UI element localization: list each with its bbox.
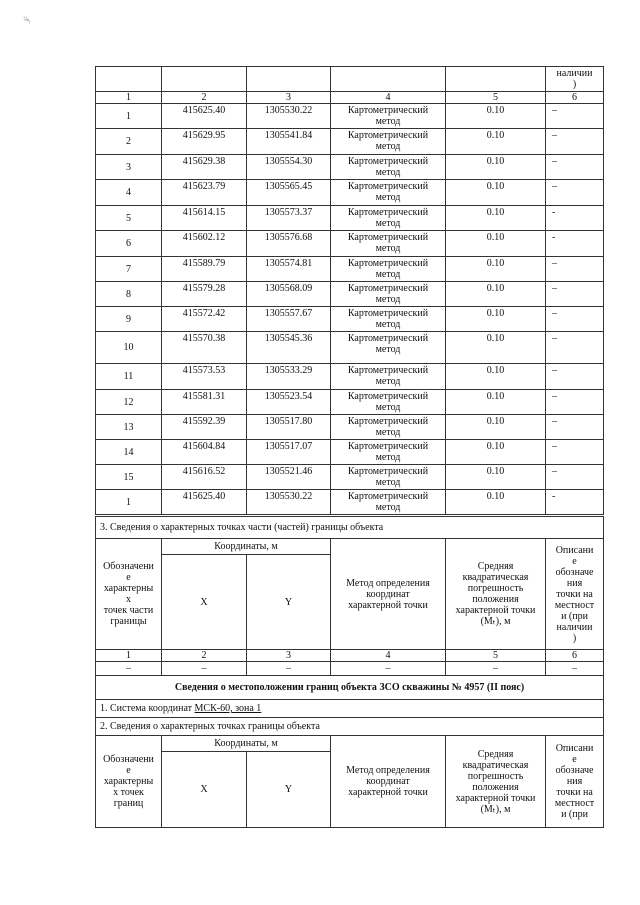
precision-cell: 0.10 [446, 104, 546, 129]
table-row [96, 465, 604, 490]
zso-title-row [96, 676, 604, 700]
header-number: 4 [331, 92, 446, 104]
method-cell: Картометрический метод [331, 282, 446, 307]
header-number: 5 [446, 92, 546, 104]
coord-y: 1305573.37 [247, 206, 331, 231]
method-cell: Картометрический метод [331, 155, 446, 180]
note-cell: – [546, 415, 604, 440]
section3-title: 3. Сведения о характерных точках части (частей) границы объекта [96, 517, 604, 539]
precision-cell: 0.10 [446, 155, 546, 180]
method-cell: Картометрический метод [331, 231, 446, 257]
note-cell: – [546, 440, 604, 465]
table-row [96, 257, 604, 282]
table-row [96, 206, 604, 231]
point-number: 15 [96, 465, 162, 490]
header-number-row [96, 92, 604, 104]
header-number: 5 [446, 650, 546, 662]
header-number: 1 [96, 92, 162, 104]
header-number: 6 [546, 92, 604, 104]
precision-cell: 0.10 [446, 206, 546, 231]
note-cell: – [546, 307, 604, 332]
coord-y: 1305576.68 [247, 231, 331, 257]
table-row [96, 155, 604, 180]
section2-coords-label: Координаты, м [162, 736, 331, 752]
coord-y: 1305517.07 [247, 440, 331, 465]
section3-desc-label: Описани е обозначе ния точки на местност и (при наличии ) [546, 539, 604, 650]
point-number: 11 [96, 364, 162, 390]
section2-y-label: Y [247, 752, 331, 828]
dash-cell: – [247, 662, 331, 676]
precision-cell: 0.10 [446, 307, 546, 332]
coord-x: 415625.40 [162, 490, 247, 515]
note-cell: – [546, 104, 604, 129]
coord-x: 415629.38 [162, 155, 247, 180]
table-row [96, 390, 604, 415]
table-row [96, 490, 604, 515]
section3-col1-label: Обозначени е характерны х точек части границы [96, 539, 162, 650]
coord-x: 415573.53 [162, 364, 247, 390]
coord-y: 1305568.09 [247, 282, 331, 307]
precision-cell: 0.10 [446, 415, 546, 440]
coord-x: 415581.31 [162, 390, 247, 415]
note-cell: – [546, 257, 604, 282]
point-number: 3 [96, 155, 162, 180]
point-number: 1 [96, 490, 162, 515]
precision-cell: 0.10 [446, 231, 546, 257]
point-number: 13 [96, 415, 162, 440]
coord-x: 415616.52 [162, 465, 247, 490]
note-cell: – [546, 155, 604, 180]
sections-table [95, 516, 604, 828]
precision-cell: 0.10 [446, 257, 546, 282]
header-number: 4 [331, 650, 446, 662]
note-cell: – [546, 465, 604, 490]
table-row [96, 364, 604, 390]
coord-x: 415570.38 [162, 332, 247, 364]
coord-x: 415614.15 [162, 206, 247, 231]
coord-x: 415589.79 [162, 257, 247, 282]
method-cell: Картометрический метод [331, 206, 446, 231]
section2-x-label: X [162, 752, 247, 828]
precision-cell: 0.10 [446, 364, 546, 390]
method-cell: Картометрический метод [331, 257, 446, 282]
point-number: 5 [96, 206, 162, 231]
precision-cell: 0.10 [446, 465, 546, 490]
method-cell: Картометрический метод [331, 180, 446, 206]
table-row [96, 282, 604, 307]
note-cell: – [546, 282, 604, 307]
note-cell: - [546, 490, 604, 515]
point-number: 4 [96, 180, 162, 206]
precision-cell: 0.10 [446, 390, 546, 415]
precision-cell: 0.10 [446, 282, 546, 307]
coord-x: 415629.95 [162, 129, 247, 155]
table-row [96, 104, 604, 129]
method-cell: Картометрический метод [331, 390, 446, 415]
point-number: 10 [96, 332, 162, 364]
section2-method-label: Метод определения координат характерной точки [331, 736, 446, 828]
section2-desc-label: Описани е обозначе ния точки на местност и (при [546, 736, 604, 828]
dash-cell: – [162, 662, 247, 676]
section3-x-label: X [162, 555, 247, 650]
section2-title-row [96, 718, 604, 736]
section3-y-label: Y [247, 555, 331, 650]
coord-x: 415623.79 [162, 180, 247, 206]
section3-title-row [96, 517, 604, 539]
header-number: 3 [247, 650, 331, 662]
coord-y: 1305533.29 [247, 364, 331, 390]
method-cell: Картометрический метод [331, 307, 446, 332]
note-cell: – [546, 332, 604, 364]
table-row [96, 129, 604, 155]
corner-mark: ý [20, 14, 32, 24]
coordinates-table [95, 66, 604, 515]
precision-cell: 0.10 [446, 332, 546, 364]
coord-y: 1305574.81 [247, 257, 331, 282]
coord-y: 1305545.36 [247, 332, 331, 364]
coord-y: 1305541.84 [247, 129, 331, 155]
point-number: 1 [96, 104, 162, 129]
note-cell: – [546, 129, 604, 155]
header-number: 3 [247, 92, 331, 104]
coord-x: 415579.28 [162, 282, 247, 307]
section3-coords-label: Координаты, м [162, 539, 331, 555]
zso-title: Сведения о местоположении границ объекта ЗСО скважины № 4957 (II пояс) [96, 676, 604, 700]
section2-title: 2. Сведения о характерных точках границы объекта [96, 718, 604, 736]
coord-x: 415592.39 [162, 415, 247, 440]
table-row [96, 231, 604, 257]
section3-precision-label: Средняя квадратическая погрешность положения характерной точки (Mₜ), м [446, 539, 546, 650]
table-row [96, 307, 604, 332]
method-cell: Картометрический метод [331, 440, 446, 465]
section3-number-row [96, 650, 604, 662]
section2-header-row-1 [96, 736, 604, 752]
header-number: 2 [162, 92, 247, 104]
section2-precision-label: Средняя квадратическая погрешность положения характерной точки (Mₜ), м [446, 736, 546, 828]
coord-y: 1305554.30 [247, 155, 331, 180]
top-row-last-cell: наличии ) [546, 67, 604, 92]
coord-y: 1305521.46 [247, 465, 331, 490]
coord-y: 1305530.22 [247, 490, 331, 515]
section3-dash-row [96, 662, 604, 676]
precision-cell: 0.10 [446, 129, 546, 155]
note-cell: – [546, 180, 604, 206]
section2-col1-label: Обозначени е характерны х точек границ [96, 736, 162, 828]
point-number: 6 [96, 231, 162, 257]
point-number: 14 [96, 440, 162, 465]
note-cell: - [546, 206, 604, 231]
coord-y: 1305565.45 [247, 180, 331, 206]
coord-y: 1305517.80 [247, 415, 331, 440]
coord-y: 1305530.22 [247, 104, 331, 129]
precision-cell: 0.10 [446, 440, 546, 465]
coord-x: 415602.12 [162, 231, 247, 257]
coord-system-row [96, 700, 604, 718]
method-cell: Картометрический метод [331, 465, 446, 490]
table-row [96, 332, 604, 364]
point-number: 2 [96, 129, 162, 155]
table-row [96, 415, 604, 440]
coord-system [96, 700, 604, 718]
coord-system-value: МСК-60, зона 1 [194, 703, 262, 714]
dash-cell: – [446, 662, 546, 676]
coord-x: 415625.40 [162, 104, 247, 129]
note-cell: – [546, 390, 604, 415]
precision-cell: 0.10 [446, 490, 546, 515]
header-number: 2 [162, 650, 247, 662]
section3-header-row-1 [96, 539, 604, 555]
method-cell: Картометрический метод [331, 490, 446, 515]
point-number: 9 [96, 307, 162, 332]
precision-cell: 0.10 [446, 180, 546, 206]
point-number: 12 [96, 390, 162, 415]
dash-cell: – [96, 662, 162, 676]
table-row [96, 180, 604, 206]
method-cell: Картометрический метод [331, 104, 446, 129]
coord-y: 1305523.54 [247, 390, 331, 415]
dash-cell: – [331, 662, 446, 676]
coord-y: 1305557.67 [247, 307, 331, 332]
method-cell: Картометрический метод [331, 364, 446, 390]
note-cell: – [546, 364, 604, 390]
method-cell: Картометрический метод [331, 415, 446, 440]
dash-cell: – [546, 662, 604, 676]
method-cell: Картометрический метод [331, 332, 446, 364]
section3-method-label: Метод определения координат характерной точки [331, 539, 446, 650]
note-cell: - [546, 231, 604, 257]
point-number: 8 [96, 282, 162, 307]
coord-x: 415572.42 [162, 307, 247, 332]
header-number: 1 [96, 650, 162, 662]
coord-system-prefix: 1. Система координат [100, 703, 195, 714]
point-number: 7 [96, 257, 162, 282]
table-row [96, 440, 604, 465]
header-number: 6 [546, 650, 604, 662]
method-cell: Картометрический метод [331, 129, 446, 155]
coord-x: 415604.84 [162, 440, 247, 465]
table-top-row [96, 67, 604, 92]
